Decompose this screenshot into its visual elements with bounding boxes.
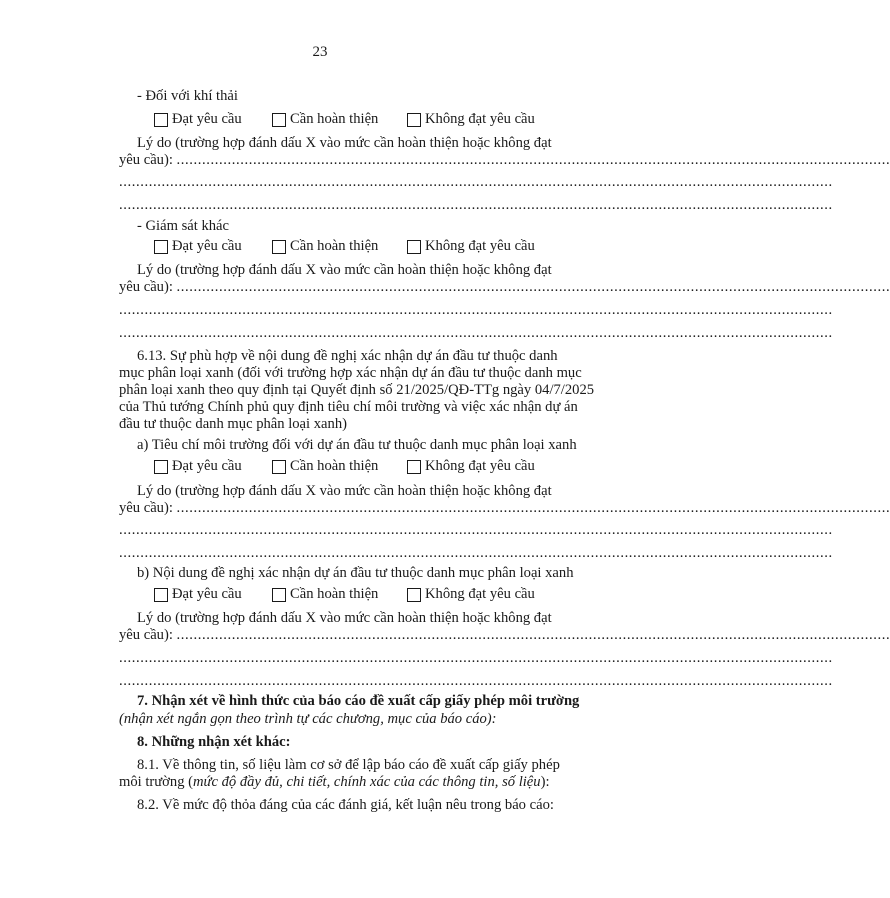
dotted-line: ........................................................................................................................................................................ xyxy=(119,197,833,213)
para-613-line2: mục phân loại xanh (đối với trường hợp xác nhận dự án đầu tư thuộc danh mục xyxy=(119,365,582,381)
checkbox-row-giam-sat xyxy=(0,238,640,256)
option-pass[interactable]: Đạt yêu cầu xyxy=(154,458,242,475)
option-fail[interactable]: Không đạt yêu cầu xyxy=(407,458,535,475)
reason-line: yêu cầu): ........................................................................................................................................................................ xyxy=(119,500,890,516)
option-improve[interactable]: Cần hoàn thiện xyxy=(272,111,378,128)
heading-giam-sat: - Giám sát khác xyxy=(137,218,229,234)
reason-label: Lý do (trường hợp đánh dấu X vào mức cần hoàn thiện hoặc không đạt xyxy=(137,135,552,151)
checkbox[interactable] xyxy=(407,460,421,474)
option-pass[interactable]: Đạt yêu cầu xyxy=(154,586,242,603)
option-pass[interactable]: Đạt yêu cầu xyxy=(154,238,242,255)
dotted-line: ........................................................................................................................................................................ xyxy=(119,522,833,538)
checkbox-row-khi-thai xyxy=(0,111,640,129)
checkbox[interactable] xyxy=(407,113,421,127)
note-7: (nhận xét ngắn gọn theo trình tự các chương, mục của báo cáo): xyxy=(119,711,497,727)
checkbox-row-a xyxy=(0,458,640,476)
heading-a: a) Tiêu chí môi trường đối với dự án đầu tư thuộc danh mục phân loại xanh xyxy=(137,437,577,453)
heading-7: 7. Nhận xét về hình thức của báo cáo đề xuất cấp giấy phép môi trường xyxy=(137,693,580,709)
para-613-line4: của Thủ tướng Chính phủ quy định tiêu chí môi trường và việc xác nhận dự án xyxy=(119,399,578,415)
checkbox[interactable] xyxy=(272,588,286,602)
reason-line: yêu cầu): ........................................................................................................................................................................ xyxy=(119,627,890,643)
checkbox[interactable] xyxy=(272,460,286,474)
checkbox[interactable] xyxy=(154,113,168,127)
checkbox[interactable] xyxy=(407,240,421,254)
checkbox[interactable] xyxy=(154,588,168,602)
checkbox[interactable] xyxy=(154,240,168,254)
dotted-line: ........................................................................................................................................................................ xyxy=(119,545,833,561)
checkbox[interactable] xyxy=(272,240,286,254)
option-improve[interactable]: Cần hoàn thiện xyxy=(272,586,378,603)
reason-label: Lý do (trường hợp đánh dấu X vào mức cần hoàn thiện hoặc không đạt xyxy=(137,483,552,499)
option-fail[interactable]: Không đạt yêu cầu xyxy=(407,111,535,128)
dotted-line: ........................................................................................................................................................................ xyxy=(119,650,833,666)
checkbox[interactable] xyxy=(272,113,286,127)
reason-label: Lý do (trường hợp đánh dấu X vào mức cần hoàn thiện hoặc không đạt xyxy=(137,262,552,278)
heading-8: 8. Những nhận xét khác: xyxy=(137,734,291,750)
para-613-line1: 6.13. Sự phù hợp về nội dung đề nghị xác nhận dự án đầu tư thuộc danh xyxy=(137,348,558,364)
para-613-line3: phân loại xanh theo quy định tại Quyết định số 21/2025/QĐ-TTg ngày 04/7/2025 xyxy=(119,382,595,398)
checkbox[interactable] xyxy=(154,460,168,474)
reason-label: Lý do (trường hợp đánh dấu X vào mức cần hoàn thiện hoặc không đạt xyxy=(137,610,552,626)
checkbox[interactable] xyxy=(407,588,421,602)
dotted-line: ........................................................................................................................................................................ xyxy=(119,673,833,689)
heading-b: b) Nội dung đề nghị xác nhận dự án đầu tư thuộc danh mục phân loại xanh xyxy=(137,565,574,581)
dotted-line: ........................................................................................................................................................................ xyxy=(119,174,833,190)
dotted-line: ........................................................................................................................................................................ xyxy=(119,302,833,318)
para-81-line1: 8.1. Về thông tin, số liệu làm cơ sở để lập báo cáo đề xuất cấp giấy phép xyxy=(137,757,560,773)
reason-line: yêu cầu): ........................................................................................................................................................................ xyxy=(119,152,890,168)
para-82: 8.2. Về mức độ thỏa đáng của các đánh giá, kết luận nêu trong báo cáo: xyxy=(137,797,554,813)
option-improve[interactable]: Cần hoàn thiện xyxy=(272,238,378,255)
checkbox-row-b xyxy=(0,586,640,604)
para-81-line2: môi trường (mức độ đầy đủ, chi tiết, chính xác của các thông tin, số liệu): xyxy=(119,774,550,790)
option-pass[interactable]: Đạt yêu cầu xyxy=(154,111,242,128)
para-613-line5: đầu tư thuộc danh mục phân loại xanh) xyxy=(119,416,347,432)
option-fail[interactable]: Không đạt yêu cầu xyxy=(407,238,535,255)
option-improve[interactable]: Cần hoàn thiện xyxy=(272,458,378,475)
option-fail[interactable]: Không đạt yêu cầu xyxy=(407,586,535,603)
dotted-line: ........................................................................................................................................................................ xyxy=(119,325,833,341)
page-number: 23 xyxy=(312,44,328,60)
reason-line: yêu cầu): ........................................................................................................................................................................ xyxy=(119,279,890,295)
heading-khi-thai: - Đối với khí thải xyxy=(137,88,238,104)
